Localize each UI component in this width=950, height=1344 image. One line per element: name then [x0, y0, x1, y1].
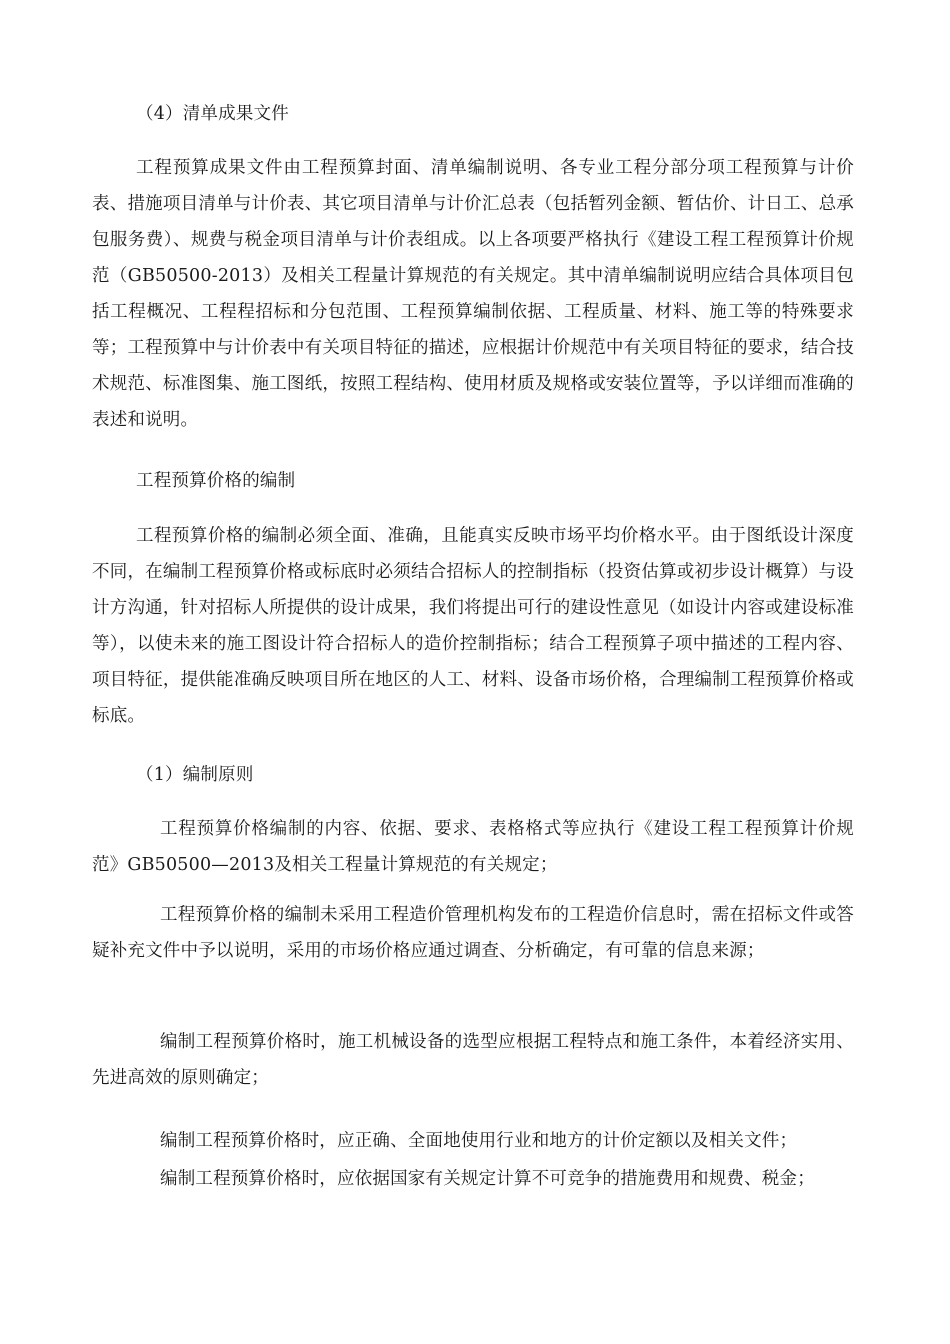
principle-item-1: 工程预算价格编制的内容、依据、要求、表格格式等应执行《建设工程工程预算计价规范》GB50500—2013及相关工程量计算规范的有关规定；	[92, 819, 854, 875]
price-compilation-paragraph: 工程预算价格的编制必须全面、准确，且能真实反映市场平均价格水平。由于图纸设计深度不同，在编制工程预算价格或标底时必须结合招标人的控制指标（投资估算或初步设计概算）与设计方沟通，针对招标人所提供的设计成果，我们将提出可行的建设性意见（如设计内容或建设标准等），以使未来的施工图设计符合招标人的造价控制指标；结合工程预算子项中描述的工程内容、项目特征，提供能准确反映项目所在地区的人工、材料、设备市场价格，合理编制工程预算价格或标底。	[92, 526, 854, 726]
principles-heading: （1）编制原则	[136, 765, 254, 785]
principle-item-2: 工程预算价格的编制未采用工程造价管理机构发布的工程造价信息时，需在招标文件或答疑补充文件中予以说明，采用的市场价格应通过调查、分析确定，有可靠的信息来源；	[92, 905, 854, 961]
price-compilation-heading: 工程预算价格的编制	[136, 471, 296, 491]
principle-item-5: 编制工程预算价格时，应依据国家有关规定计算不可竞争的措施费用和规费、税金；	[160, 1169, 815, 1189]
list-results-paragraph: 工程预算成果文件由工程预算封面、清单编制说明、各专业工程分部分项工程预算与计价表、措施项目清单与计价表、其它项目清单与计价汇总表（包括暂列金额、暂估价、计日工、总承包服务费）、规费与税金项目清单与计价表组成。以上各项要严格执行《建设工程工程预算计价规范（GB50500-2013）及相关工程量计算规范的有关规定。其中清单编制说明应结合具体项目包括工程概况、工程程招标和分包范围、工程预算编制依据、工程质量、材料、施工等的特殊要求等；工程预算中与计价表中有关项目特征的描述，应根据计价规范中有关项目特征的要求，结合技术规范、标准图集、施工图纸，按照工程结构、使用材质及规格或安装位置等，予以详细而准确的表述和说明。	[92, 158, 854, 430]
list-results-heading: （4）清单成果文件	[136, 104, 289, 124]
principle-item-4: 编制工程预算价格时，应正确、全面地使用行业和地方的计价定额以及相关文件；	[160, 1131, 798, 1151]
principle-item-3: 编制工程预算价格时，施工机械设备的选型应根据工程特点和施工条件，本着经济实用、先进高效的原则确定；	[92, 1032, 854, 1088]
